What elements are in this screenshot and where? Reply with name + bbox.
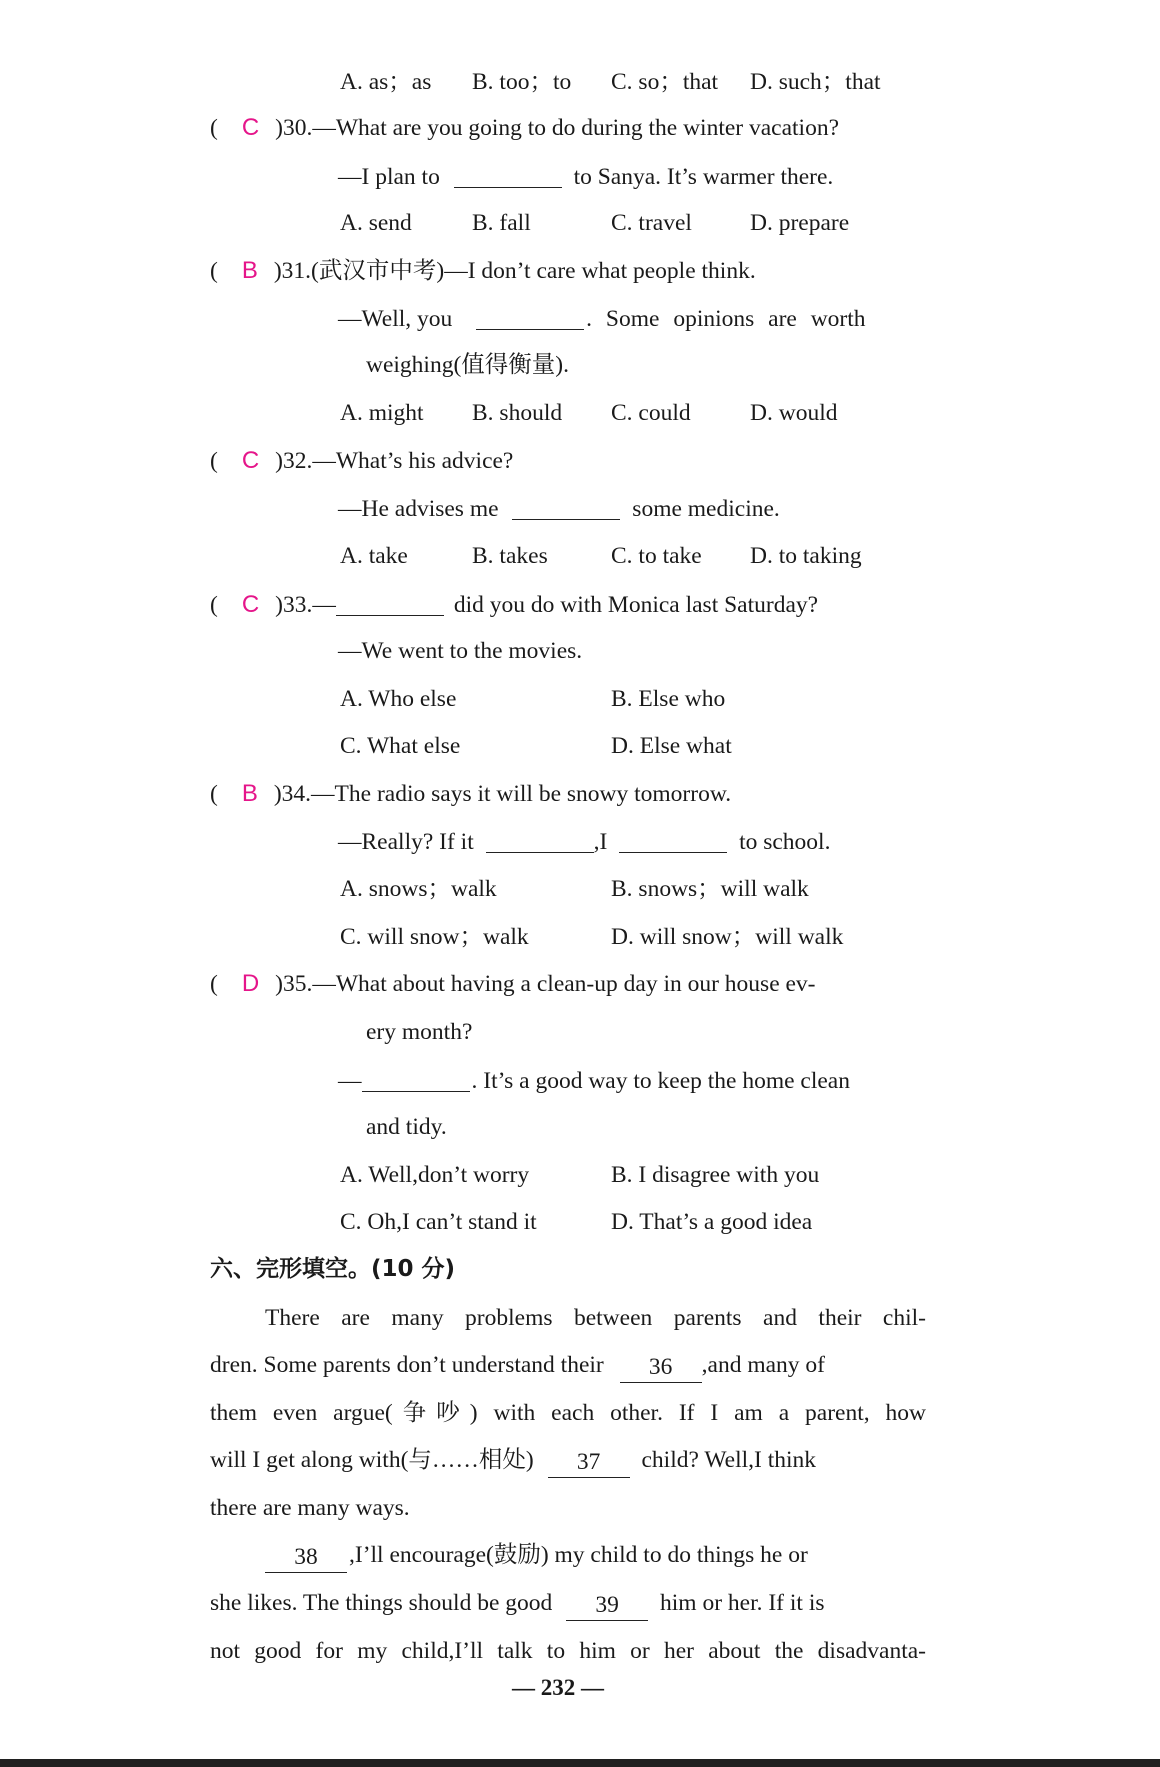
- q30-option-b: B. fall: [472, 210, 531, 236]
- passage-line-7: she likes. The things should be good 39 him or her. If it is: [210, 1588, 926, 1621]
- page-number: — 232 —: [512, 1675, 604, 1700]
- q32-question-row: ( C )32.—What’s his advice?: [210, 447, 514, 474]
- q32-blank[interactable]: [512, 493, 620, 520]
- q33-option-b: B. Else who: [611, 686, 726, 712]
- q32-option-d: D. to taking: [750, 543, 862, 569]
- q30-number: 30.: [283, 115, 313, 141]
- q34-option-a: A. snows；walk: [340, 876, 497, 902]
- q35-answer: D: [241, 970, 260, 997]
- q31-reply: —Well, you . Some opinions are worth: [338, 303, 926, 334]
- q31-option-a: A. might: [340, 400, 424, 426]
- q35-blank[interactable]: [362, 1065, 470, 1092]
- q32-option-c: C. to take: [611, 543, 702, 569]
- q30-blank[interactable]: [454, 161, 562, 188]
- passage-line-4: will I get along with(与……相处) 37 child? Well,I think: [210, 1445, 926, 1478]
- q29-option-c: C. so；that: [611, 69, 719, 95]
- passage-line-3: them even argue(争吵) with each other. If I am a parent, how: [210, 1400, 926, 1426]
- gap-38[interactable]: 38: [265, 1544, 347, 1573]
- q34-number: 34.: [281, 781, 312, 807]
- q32-number: 32.: [283, 448, 313, 474]
- q31-option-d: D. would: [750, 400, 838, 426]
- q29-option-b: B. too；to: [472, 69, 572, 95]
- q34-blank-1[interactable]: [486, 826, 594, 853]
- q31-option-c: C. could: [611, 400, 691, 426]
- q35-reply-continued: and tidy.: [366, 1114, 447, 1140]
- q34-option-d: D. will snow；will walk: [611, 924, 844, 950]
- q30-option-a: A. send: [340, 210, 412, 236]
- q33-number: 33.: [283, 592, 313, 618]
- q31-number: 31.: [281, 258, 312, 284]
- q32-option-b: B. takes: [472, 543, 548, 569]
- passage-line-1: There are many problems between parents and their chil-: [265, 1305, 926, 1331]
- passage-line-8: not good for my child,I’ll talk to him or her about the disadvanta-: [210, 1638, 926, 1664]
- q32-answer: C: [241, 447, 260, 474]
- gap-37[interactable]: 37: [548, 1449, 630, 1478]
- bottom-edge-bar: [0, 1759, 1160, 1767]
- q31-blank[interactable]: [476, 303, 584, 330]
- q35-stem-continued: ery month?: [366, 1019, 473, 1045]
- q29-option-a: A. as；as: [340, 69, 432, 95]
- q34-stem: —The radio says it will be snowy tomorrow.: [311, 781, 732, 807]
- q34-question-row: ( B )34.—The radio says it will be snowy tomorrow.: [210, 780, 732, 807]
- passage-line-6: 38 ,I’ll encourage(鼓励) my child to do things he or: [265, 1540, 926, 1573]
- q35-question-row: ( D )35.—What about having a clean-up day in our house ev-: [210, 970, 816, 997]
- section-heading: 六、完形填空。(10 分): [210, 1256, 456, 1282]
- q35-option-b: B. I disagree with you: [611, 1162, 820, 1188]
- passage-line-5: there are many ways.: [210, 1495, 410, 1521]
- q34-answer: B: [241, 780, 258, 807]
- q30-option-c: C. travel: [611, 210, 692, 236]
- q29-option-d: D. such；that: [750, 69, 881, 95]
- q34-option-b: B. snows；will walk: [611, 876, 809, 902]
- q33-reply: —We went to the movies.: [338, 638, 583, 664]
- q33-option-a: A. Who else: [340, 686, 457, 712]
- q34-blank-2[interactable]: [619, 826, 727, 853]
- q31-answer: B: [241, 257, 258, 284]
- q33-blank[interactable]: [336, 589, 444, 616]
- q31-reply-continued: weighing(值得衡量).: [366, 352, 569, 378]
- q31-option-b: B. should: [472, 400, 563, 426]
- q33-question-row: ( C )33.— did you do with Monica last Saturday?: [210, 591, 819, 618]
- q32-option-a: A. take: [340, 543, 408, 569]
- q35-option-c: C. Oh,I can’t stand it: [340, 1209, 537, 1235]
- q35-reply: — . It’s a good way to keep the home clean: [338, 1065, 850, 1096]
- gap-36[interactable]: 36: [620, 1354, 702, 1383]
- q33-option-c: C. What else: [340, 733, 461, 759]
- q35-option-d: D. That’s a good idea: [611, 1209, 813, 1235]
- q35-number: 35.: [283, 971, 313, 997]
- passage-line-2: dren. Some parents don’t understand their 36 ,and many of: [210, 1350, 926, 1383]
- q31-question-row: ( B )31.(武汉市中考)—I don’t care what people think.: [210, 257, 756, 284]
- q34-reply: —Really? If it ,I to school.: [338, 826, 830, 857]
- q32-reply: —He advises me some medicine.: [338, 493, 780, 524]
- q30-question-row: ( C )30.—What are you going to do during the winter vacation?: [210, 114, 840, 141]
- q30-answer: C: [241, 114, 260, 141]
- q30-option-d: D. prepare: [750, 210, 850, 236]
- q33-answer: C: [241, 591, 260, 618]
- q35-option-a: A. Well,don’t worry: [340, 1162, 530, 1188]
- q33-option-d: D. Else what: [611, 733, 732, 759]
- q31-stem: (武汉市中考)—I don’t care what people think.: [311, 258, 756, 284]
- q30-stem: —What are you going to do during the winter vacation?: [312, 115, 840, 141]
- q30-reply: —I plan to to Sanya. It’s warmer there.: [338, 161, 833, 192]
- q32-stem: —What’s his advice?: [312, 448, 514, 474]
- q35-stem: —What about having a clean-up day in our house ev-: [312, 971, 816, 997]
- q34-option-c: C. will snow；walk: [340, 924, 529, 950]
- q33-stem: did you do with Monica last Saturday?: [453, 592, 819, 618]
- gap-39[interactable]: 39: [566, 1592, 648, 1621]
